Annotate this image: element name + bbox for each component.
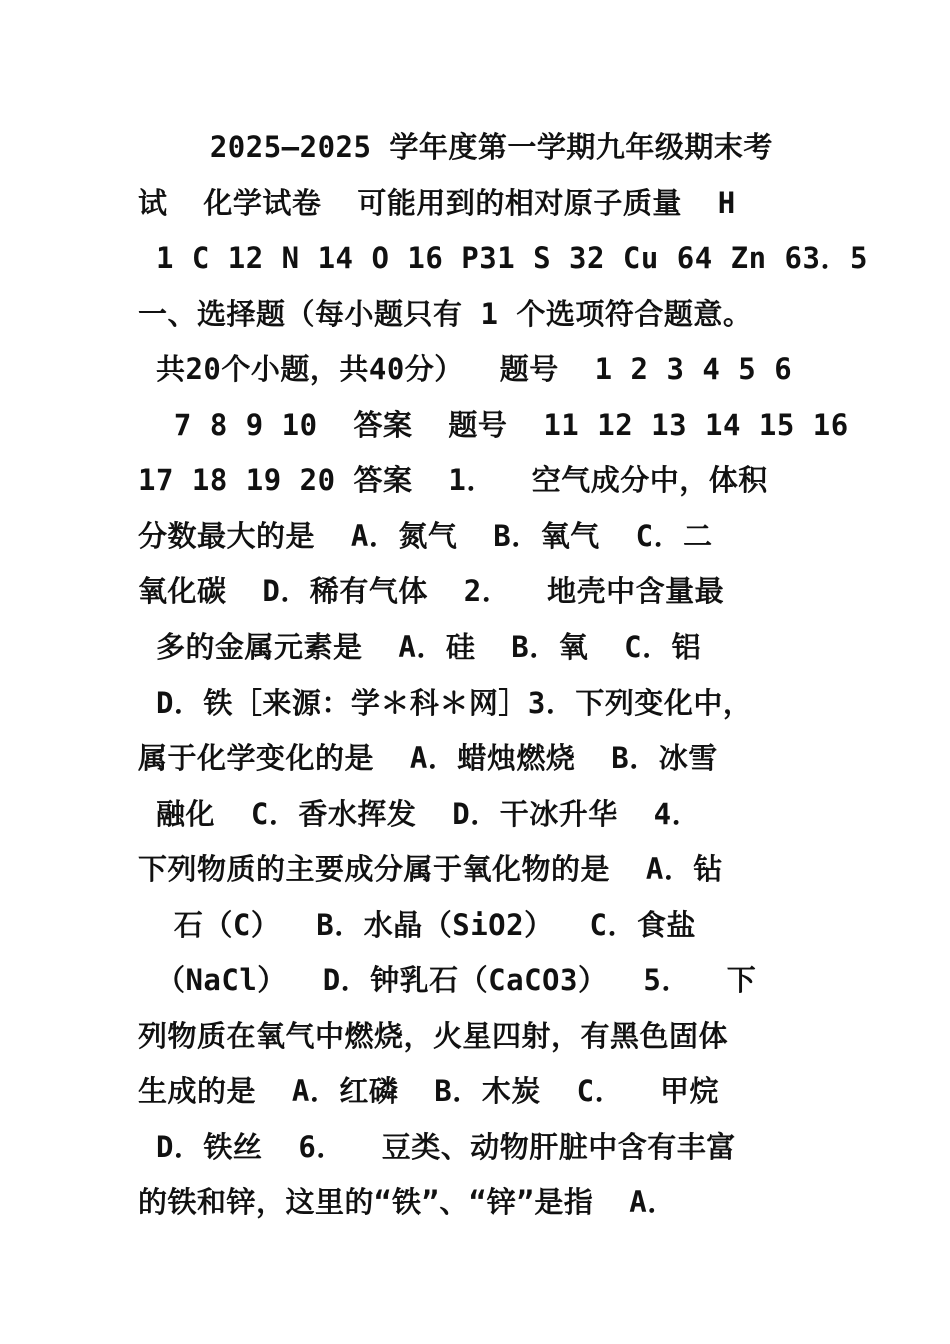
- text-line: 共20个小题，共40分） 题号 1 2 3 4 5 6: [138, 352, 793, 386]
- text-line: 1 C 12 N 14 O 16 P31 S 32 Cu 64 Zn 63．5: [138, 241, 868, 275]
- text-line: D．铁［来源：学＊科＊网］3．下列变化中，: [138, 686, 753, 720]
- text-line: D．铁丝 6． 豆类、动物肝脏中含有丰富: [138, 1130, 736, 1164]
- text-line: 生成的是 A．红磷 B．木炭 C． 甲烷: [138, 1074, 720, 1108]
- text-line: （NaCl） D．钟乳石（CaCO3） 5． 下: [138, 963, 757, 997]
- text-line: 一、选择题（每小题只有 1 个选项符合题意。: [138, 297, 753, 331]
- text-line: 多的金属元素是 A．硅 B．氧 C．铝: [138, 630, 702, 664]
- text-line: 氧化碳 D．稀有气体 2． 地壳中含量最: [138, 574, 725, 608]
- text-line: 的铁和锌，这里的“铁”、“锌”是指 A．: [138, 1185, 677, 1219]
- text-line: 石（C） B．水晶（SiO2） C．食盐: [138, 908, 696, 942]
- text-line: 17 18 19 20 答案 1． 空气成分中，体积: [138, 463, 768, 497]
- text-line: 列物质在氧气中燃烧，火星四射，有黑色固体: [138, 1019, 729, 1053]
- text-line: 2025—2025 学年度第一学期九年级期末考: [138, 130, 773, 164]
- text-line: 7 8 9 10 答案 题号 11 12 13 14 15 16: [138, 408, 849, 442]
- text-line: 分数最大的是 A．氮气 B．氧气 C．二: [138, 519, 713, 553]
- text-line: 试 化学试卷 可能用到的相对原子质量 H: [138, 186, 736, 220]
- text-line: 属于化学变化的是 A．蜡烛燃烧 B．冰雪: [138, 741, 718, 775]
- text-line: 下列物质的主要成分属于氧化物的是 A．钻: [138, 852, 723, 886]
- text-line: 融化 C．香水挥发 D．干冰升华 4．: [138, 797, 702, 831]
